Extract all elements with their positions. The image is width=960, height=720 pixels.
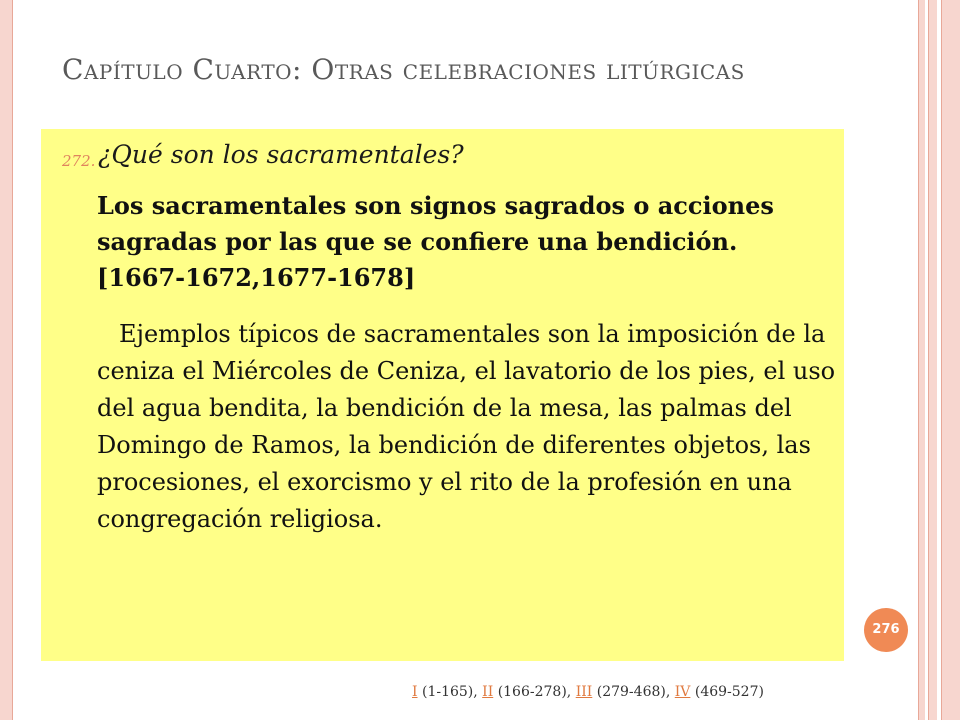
left-border-decoration <box>0 0 13 720</box>
footer-range-1: (1-165), <box>421 684 478 700</box>
footer-link-2[interactable]: II <box>482 684 494 700</box>
footer-link-4[interactable]: IV <box>674 684 691 700</box>
right-border-stripe-2 <box>928 0 937 720</box>
slide-title: Capítulo Cuarto: Otras celebraciones litúrgicas <box>62 53 745 86</box>
question-number: 272. <box>62 152 96 170</box>
footer-navigation <box>412 684 764 700</box>
question-text: ¿Qué son los sacramentales? <box>98 140 464 169</box>
footer-link-1[interactable]: I <box>412 684 418 700</box>
footer-link-3[interactable]: III <box>575 684 593 700</box>
examples-text: Ejemplos típicos de sacramentales son la imposición de la ceniza el Miércoles de Ceniza, el lavatorio de los pies, el uso del agua bendita, la bendición de la mesa, las palmas del Domingo de Ramos, la bendición de diferentes objetos, las procesiones, el exorcismo y el rito de la profesión en una congregación religiosa. <box>97 320 836 533</box>
footer-range-4: (469-527) <box>694 684 764 700</box>
footer-range-2: (166-278), <box>497 684 572 700</box>
page-number-badge: 276 <box>864 608 908 652</box>
right-border-stripe-1 <box>918 0 925 720</box>
answer-text: Los sacramentales son signos sagrados o acciones sagradas por las que se confiere una bendición. [1667-1672,1677-1678] <box>97 191 774 292</box>
right-border-stripe-3 <box>941 0 960 720</box>
footer-range-3: (279-468), <box>596 684 671 700</box>
